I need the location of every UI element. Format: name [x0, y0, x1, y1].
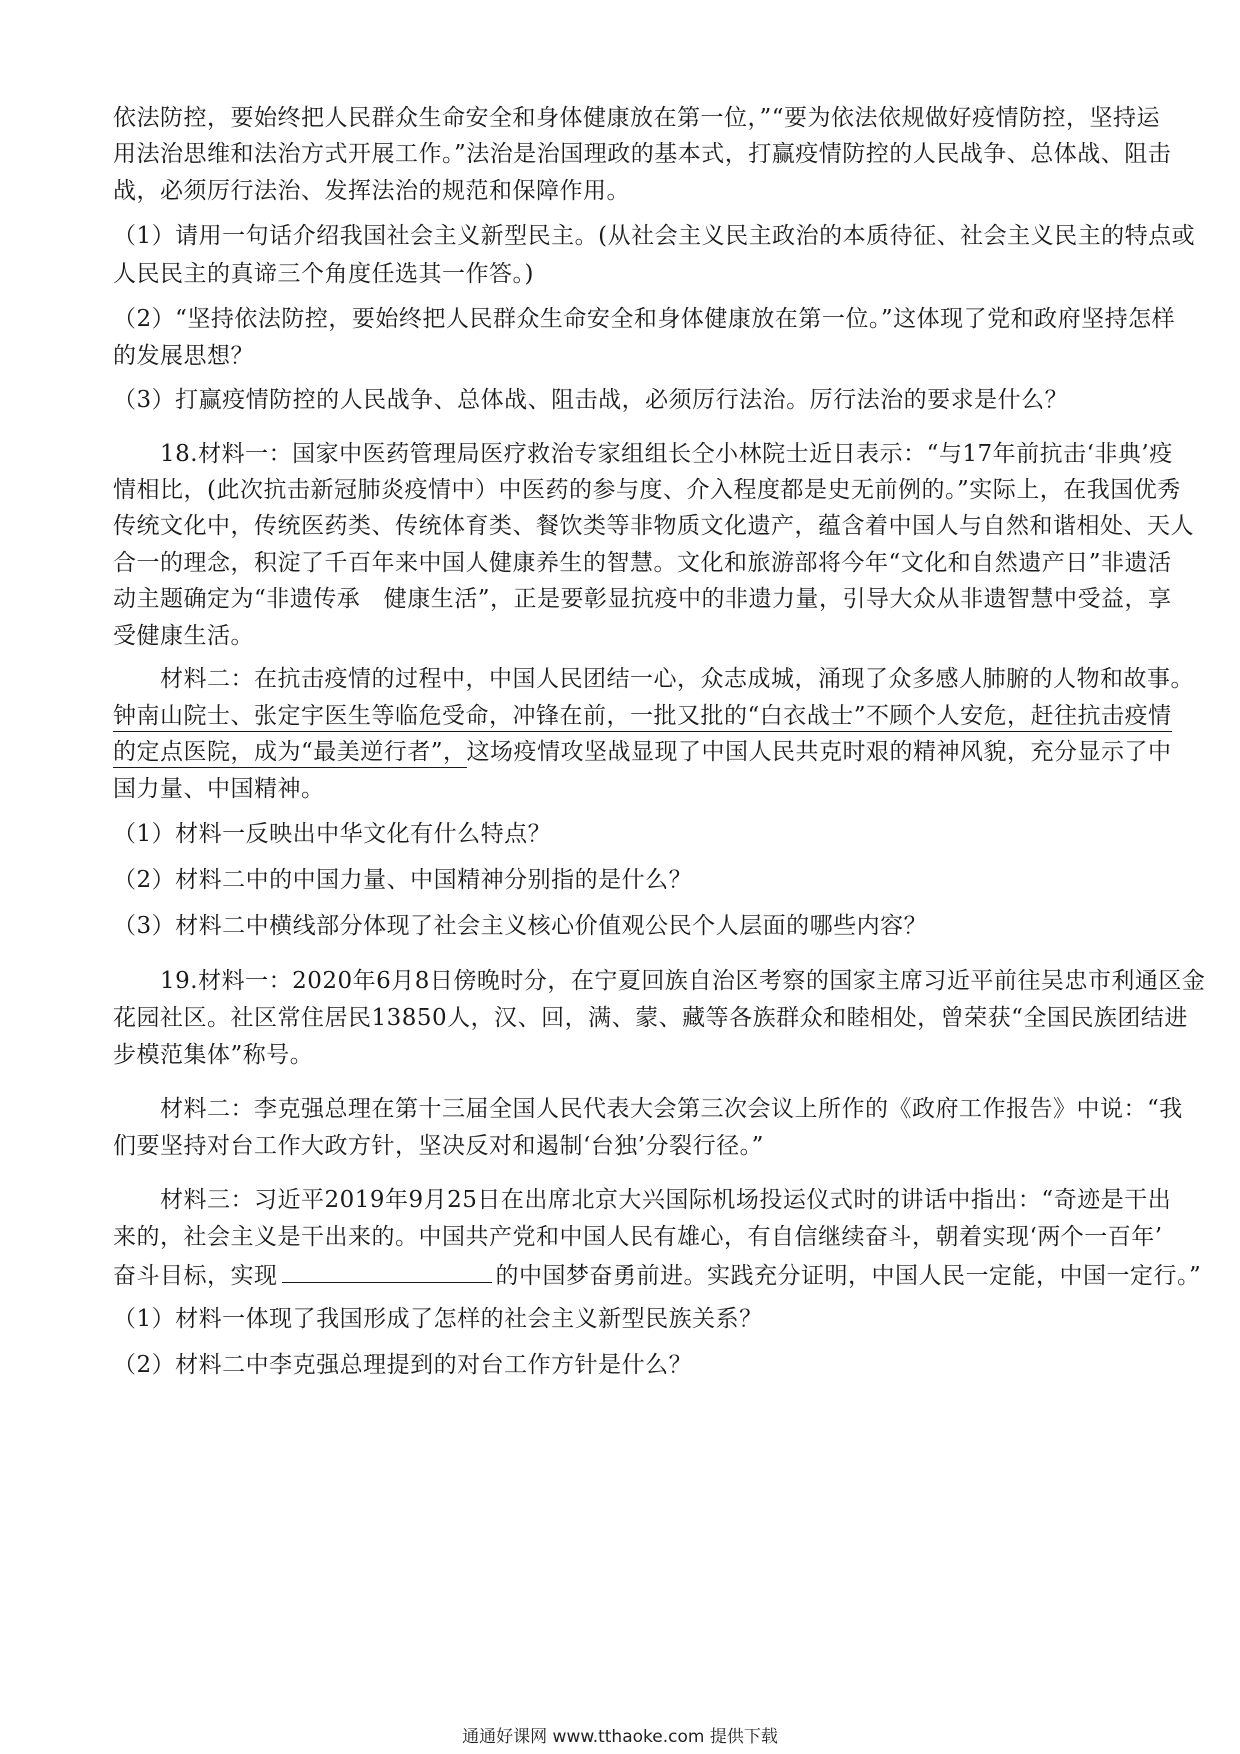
page-footer: 通通好课网 www.tthaoke.com 提供下载 [462, 1727, 778, 1747]
text-line: 用法治思维和法治方式开展工作。”法治是治国理政的基本式，打赢疫情防控的人民战争、总体战、阻击 [113, 141, 1172, 167]
question-1: （1）材料一反映出中华文化有什么特点？ [113, 821, 552, 847]
item-18-material-2: 材料二：在抗击疫情的过程中，中国人民团结一心，众志成城，涌现了众多感人肺腑的人物和故事。 [160, 666, 1194, 692]
item-19-material-1: 19.材料一：2020年6月8日傍晚时分，在宁夏回族自治区考察的国家主席习近平前往吴忠市利通区金 [160, 968, 1206, 994]
text-line: 合一的理念，积淀了千百年来中国人健康养生的智慧。文化和旅游部将今年“文化和自然遗产日”非遗活 [113, 550, 1172, 576]
text-line: 情相比，(此次抗击新冠肺炎疫情中）中医药的参与度、介入程度都是史无前例的。”实际上，在我国优秀 [113, 477, 1181, 503]
underlined-line [113, 700, 1172, 732]
text-line [113, 736, 1172, 768]
text-line: 传统文化中，传统医药类、传统体育类、餐饮类等非物质文化遗产，蕴含着中国人与自然和谐相处、天人 [113, 513, 1194, 539]
plain-text: 奋斗目标，实现 [113, 1263, 278, 1289]
question-1: （1）材料一体现了我国形成了怎样的社会主义新型民族关系？ [113, 1306, 763, 1332]
underlined-text: 的定点医院，成为“最美逆行者”， [113, 739, 467, 768]
item-19-material-2: 材料二：李克强总理在第十三届全国人民代表大会第三次会议上所作的《政府工作报告》中说：“我 [160, 1096, 1183, 1122]
underlined-text: 钟南山院士、张定宇医生等临危受命，冲锋在前，一批又批的“白衣战士”不顾个人安危，赶往抗击疫情 [113, 703, 1172, 732]
question-3: （3）打赢疫情防控的人民战争、总体战、阻击战，必须厉行法治。厉行法治的要求是什么？ [113, 387, 1069, 413]
text-line: 人民民主的真谛三个角度任选其一作答。) [113, 261, 534, 287]
text-line: 动主题确定为“非遗传承 健康生活”，正是要彰显抗疫中的非遗力量，引导大众从非遗智慧中受益，享 [113, 586, 1172, 612]
text-line: 花园社区。社区常住居民13850人，汉、回，满、蒙、藏等各族群众和睦相处，曾荣获“全国民族团结进 [113, 1005, 1188, 1031]
plain-text: 的中国梦奋勇前进。实践充分证明，中国人民一定能，中国一定行。” [495, 1263, 1202, 1289]
item-18-material-1: 18.材料一：国家中医药管理局医疗救治专家组组长仝小林院士近日表示：“与17年前抗击‘非典’疫 [160, 441, 1173, 467]
text-line: 国力量、中国精神。 [113, 776, 325, 802]
text-line: 战，必须厉行法治、发挥法治的规范和保障作用。 [113, 178, 630, 204]
question-1: （1）请用一句话介绍我国社会主义新型民主。(从社会主义民主政治的本质待征、社会主义民主的特点或 [113, 223, 1196, 249]
question-3: （3）材料二中横线部分体现了社会主义核心价值观公民个人层面的哪些内容？ [113, 913, 928, 939]
text-line: 们要坚持对台工作大政方针，坚决反对和遏制‘台独’分裂行径。” [113, 1133, 764, 1159]
text-line: 来的，社会主义是干出来的。中国共产党和中国人民有雄心，有自信继续奋斗，朝着实现‘两个一百年’ [113, 1224, 1163, 1250]
fill-in-blank [282, 1258, 492, 1283]
text-line: 依法防控，要始终把人民群众生命安全和身体健康放在第一位，”“要为依法依规做好疫情防控，坚持运 [113, 105, 1161, 131]
text-line [113, 1258, 1202, 1292]
question-2: （2）材料二中的中国力量、中国精神分别指的是什么？ [113, 867, 693, 893]
question-2: （2）“坚持依法防控，要始终把人民群众生命安全和身体健康放在第一位。”这体现了党和政府坚持怎样 [113, 306, 1176, 332]
question-2: （2）材料二中李克强总理提到的对台工作方针是什么？ [113, 1352, 693, 1378]
plain-text: 这场疫情攻坚战显现了中国人民共克时艰的精神风貌，充分显示了中 [466, 739, 1172, 765]
text-line: 步模范集体”称号。 [113, 1042, 314, 1068]
text-line: 受健康生活。 [113, 623, 254, 649]
text-line: 的发展思想？ [113, 343, 254, 369]
item-19-material-3: 材料三：习近平2019年9月25日在出席北京大兴国际机场投运仪式时的讲话中指出：“奇迹是干出 [160, 1187, 1172, 1213]
